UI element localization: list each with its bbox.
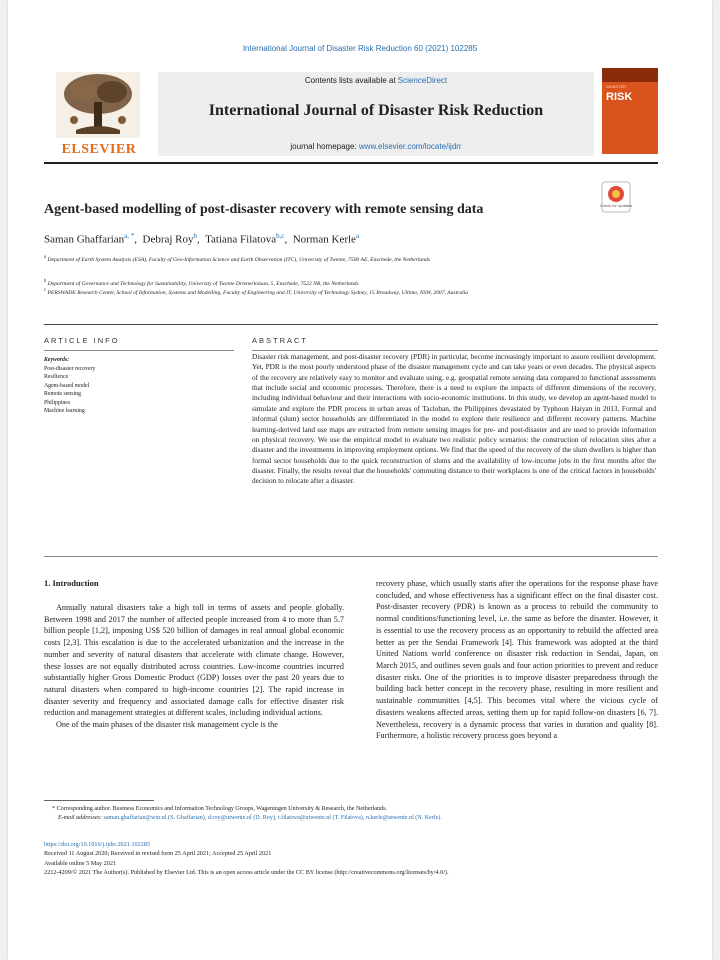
cover-subtitle: DISASTER (606, 84, 627, 89)
body-paragraph: Annually natural disasters take a high toll in terms of assets and people globally. Between 1998 and 2017 the number of affected people increased from 4 to more than 5.7 billion people [1,2], imposing US$ 520 billion of damages in real annual global economic costs [2,3]. This escalation is due to the accelerated urbanization and the increase in the number and severity of natural disasters that accelerate with climate change. However, these losses are not equally distributed across countries. Low-income countries incurred substantially higher Gross Domestic Product (GDP) losses over the past 20 years due to natural disasters when compared to high-income countries [2]. The rapid increase in disaster severity and frequency and associated damage calls for effective disaster risk reduction and management strategies at different scales, including individual actions. (44, 603, 344, 718)
author-affil-mark: a (355, 232, 360, 240)
body-paragraph: recovery phase, which usually starts after the operations for the response phase have concluded, and whose effectiveness has a significant effect on the final disaster cost. Post-disaster recovery (PDR) is known as a process to rebuild the community to normal conditions/functioning level, i.e. the same as before the disaster. However, it is essential to use the recovery process as an opportunity to rebuild the affected area better as per the Sendai Framework [4]. This framework was adopted at the third United Nations world conference on disaster risk reduction in Sendai, Japan, on March 2015, and outlines seven goals and four action priorities to prevent and reduce disaster risks. One of the priorities is to improve disaster preparedness through the building back better concept in the recovery phase, resulting in more resilient and sustainable communities [4,5]. This becomes vital where the vicious cycle of disasters weakens affected areas, setting them up for rapid follow-on disasters [6, 7]. Nevertheless, recovery is a dynamic process that varies in duration and quality [8]. Furthermore, a holistic recovery process goes beyond a (376, 579, 658, 741)
affiliation (44, 255, 604, 264)
received-dates: Received 11 August 2020; Received in revised form 25 April 2021; Accepted 25 April 2021 (44, 850, 272, 858)
abstract-text: Disaster risk management, and post-disaster recovery (PDR) in particular, become increasingly important to assure resilient development. Yet, PDR is the most poorly understood phase of the disaster management cycle and can take years or even decades. The physical aspects of the recovery are relatively easy to monitor and evaluate using, e.g. geospatial remote sensing data compared to functional assessments that include social and economic processes. Therefore, there is a need to explore the impacts of different dimensions of the recovery, including individual behaviour and their interactions with socio-economic institutions. In this study, we develop an agent-based model to simulate and explore the PDR process in urban areas of Tacloban, the Philippines devastated by Typhoon Haiyan in 2013. Formal and informal (slum) sector households are differentiated in the model to explore their resilience and different recovery patterns. Machine learning-derived land use maps are extracted from remote sensing images for pre- and post-disaster and are used to provide information on physical recovery. We use the empirical model to evaluate two realistic policy scenarios: the construction of relocation sites after a disaster and the investments in improving employment options. We find that the speed of the recovery of the slum dwellers is higher than formal sector households due to the quick reconstruction of slums and the availability of low-income jobs in the first months after the disaster. Finally, the results reveal that the households' commuting distance to their workplaces is one of the critical factors in households' decision to relocate after a disaster. (252, 352, 656, 486)
license-line: 2212-4209/© 2021 The Author(s). Published by Elsevier Ltd. This is an open access article under the CC BY license (http://creativecommons.org/licenses/by/4.0/). (44, 868, 449, 876)
available-online: Available online 5 May 2021 (44, 859, 117, 867)
publication-info (44, 840, 684, 877)
keyword: Remote sensing (44, 391, 81, 398)
keyword: Agent-based model (44, 382, 90, 389)
corresponding-author-note: * Corresponding author. Business Economics and Information Technology Groups, Wageningen University & Research, the Netherlands. (52, 806, 387, 812)
author-affil-mark: b,c (276, 232, 285, 240)
article-title: Agent-based modelling of post-disaster recovery with remote sensing data (44, 202, 484, 217)
check-updates-icon[interactable] (600, 180, 632, 214)
elsevier-tree-logo (56, 72, 140, 138)
author-affil-mark: b (193, 232, 198, 240)
affiliation-text: Department of Governance and Technology for Sustainability, University of Twente Drienerlolaan, 5, Enschede, 7522 NB, the Netherlands (47, 280, 359, 287)
journal-homepage (158, 142, 594, 151)
email-label: E-mail addresses: (58, 815, 104, 822)
article-info-heading: ARTICLE INFO (44, 336, 120, 345)
section-heading-introduction: 1. Introduction (44, 578, 99, 588)
abstract-heading: ABSTRACT (252, 336, 309, 345)
contents-prefix: Contents lists available at (304, 76, 398, 85)
article-page (8, 0, 712, 960)
affiliation-mark: a (44, 255, 47, 260)
affiliation-mark: c (44, 288, 47, 293)
body-column-right (376, 578, 658, 742)
keyword: Resilience (44, 374, 69, 381)
affiliation-text: PERSWADE Research Center, School of Information, Systems and Modelling, Faculty of Engineering and IT, University of Technology Sydney, 15 Broadway, Ultimo, NSW, 2007, Australia (47, 289, 469, 296)
body-column-left (44, 602, 344, 731)
header-rule (44, 162, 658, 164)
affiliation (44, 288, 604, 297)
keyword: Post-disaster recovery (44, 366, 96, 372)
sciencedirect-link[interactable]: ScienceDirect (397, 76, 448, 85)
keyword: Machine learning (44, 407, 85, 414)
affiliation-mark: b (44, 279, 47, 284)
author-name[interactable]: Norman Kerle (292, 233, 356, 246)
keywords-label: Keywords: (44, 357, 70, 363)
author-name[interactable]: Saman Ghaffarian (44, 233, 125, 246)
body-paragraph: One of the main phases of the disaster risk management cycle is the (56, 720, 278, 730)
affiliation (44, 279, 604, 288)
check-updates-label[interactable]: Check for updates (599, 203, 633, 208)
abstract-rule (252, 350, 658, 351)
homepage-label: journal homepage: (290, 142, 359, 151)
keyword-list (44, 365, 224, 415)
author-name[interactable]: Debraj Roy (142, 233, 194, 246)
doi-link[interactable]: https://doi.org/10.1016/j.ijdrr.2021.102285 (44, 841, 150, 848)
email-list[interactable]: saman.ghaffarian@wur.nl (S. Ghaffarian), d.roy@utwente.nl (D. Roy), t.filatova@utwente.nl (T. Filatova), n.kerle@utwente.nl (N. Kerle). (103, 815, 442, 822)
journal-citation[interactable]: International Journal of Disaster Risk Reduction 60 (2021) 102285 (242, 44, 478, 53)
homepage-link[interactable]: www.elsevier.com/locate/ijdrr (358, 142, 462, 151)
footnote-rule (44, 800, 154, 801)
email-addresses (44, 814, 658, 823)
author-name[interactable]: Tatiana Filatova (205, 233, 277, 246)
article-info-rule (44, 350, 234, 351)
cover-band (602, 68, 658, 82)
author-affil-mark: a, * (124, 232, 135, 240)
keyword: Philippines (44, 399, 71, 406)
author-list: Saman Ghaffarian$^{a, *}$, Debraj Roy$^b$, Tatiana Filatova$^{b,c}$, Norman Kerle$^a$ (44, 232, 360, 246)
affiliation-rule (44, 324, 658, 325)
abstract-bottom-rule (44, 556, 658, 557)
cover-title: RISK (606, 91, 633, 103)
journal-cover-image (602, 68, 658, 154)
journal-title: International Journal of Disaster Risk Reduction (208, 102, 544, 119)
affiliation-text: Department of Earth System Analysis (ESA), Faculty of Geo-Information Science and Earth Observation (ITC), University of Twente, 7500 AE, Enschede, the Netherlands (47, 256, 430, 263)
footnotes (44, 805, 658, 823)
publisher-wordmark: ELSEVIER (61, 142, 137, 157)
contents-line (158, 76, 594, 85)
